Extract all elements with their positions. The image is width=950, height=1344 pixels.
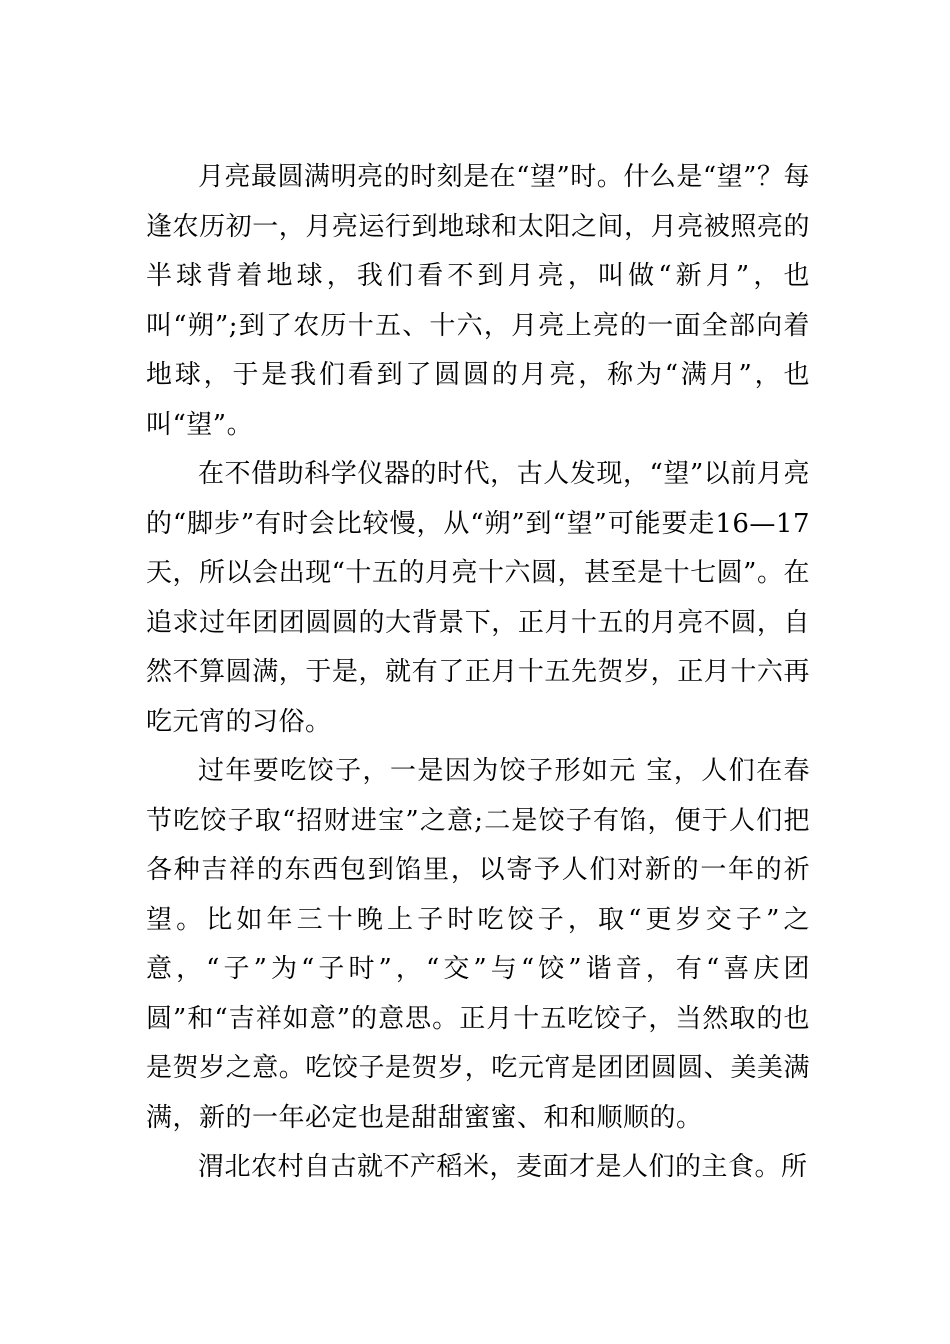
paragraph-ancient-observation: 在不借助科学仪器的时代，古人发现，“望”以前月亮的“脚步”有时会比较慢，从“朔”到“望”可能要走16—17天，所以会出现“十五的月亮十六圆，甚至是十七圆”。在追求过年团团圆圆的大背景下，正月十五的月亮不圆，自然不算圆满，于是，就有了正月十五先贺岁，正月十六再吃元宵的习俗。 bbox=[146, 459, 810, 737]
document-page bbox=[146, 153, 810, 1193]
paragraph-weibei-staple: 渭北农村自古就不产稻米，麦面才是人们的主食。所 bbox=[198, 1152, 808, 1182]
paragraph-full-moon: 月亮最圆满明亮的时刻是在“望”时。什么是“望”？每逢农历初一，月亮运行到地球和太阳之间，月亮被照亮的半球背着地球，我们看不到月亮，叫做“新月”，也叫“朔”;到了农历十五、十六，月亮上亮的一面全部向着地球，于是我们看到了圆圆的月亮，称为“满月”，也叫“望”。 bbox=[146, 162, 810, 440]
paragraph-dumplings: 过年要吃饺子，一是因为饺子形如元 宝，人们在春节吃饺子取“招财进宝”之意;二是饺子有馅，便于人们把各种吉祥的东西包到馅里，以寄予人们对新的一年的祈望。比如年三十晚上子时吃饺子，取“更岁交子”之意，“子”为“子时”，“交”与“饺”谐音，有“喜庆团圆”和“吉祥如意”的意思。正月十五吃饺子，当然取的也是贺岁之意。吃饺子是贺岁，吃元宵是团团圆圆、美美满满，新的一年必定也是甜甜蜜蜜、和和顺顺的。 bbox=[146, 756, 810, 1133]
